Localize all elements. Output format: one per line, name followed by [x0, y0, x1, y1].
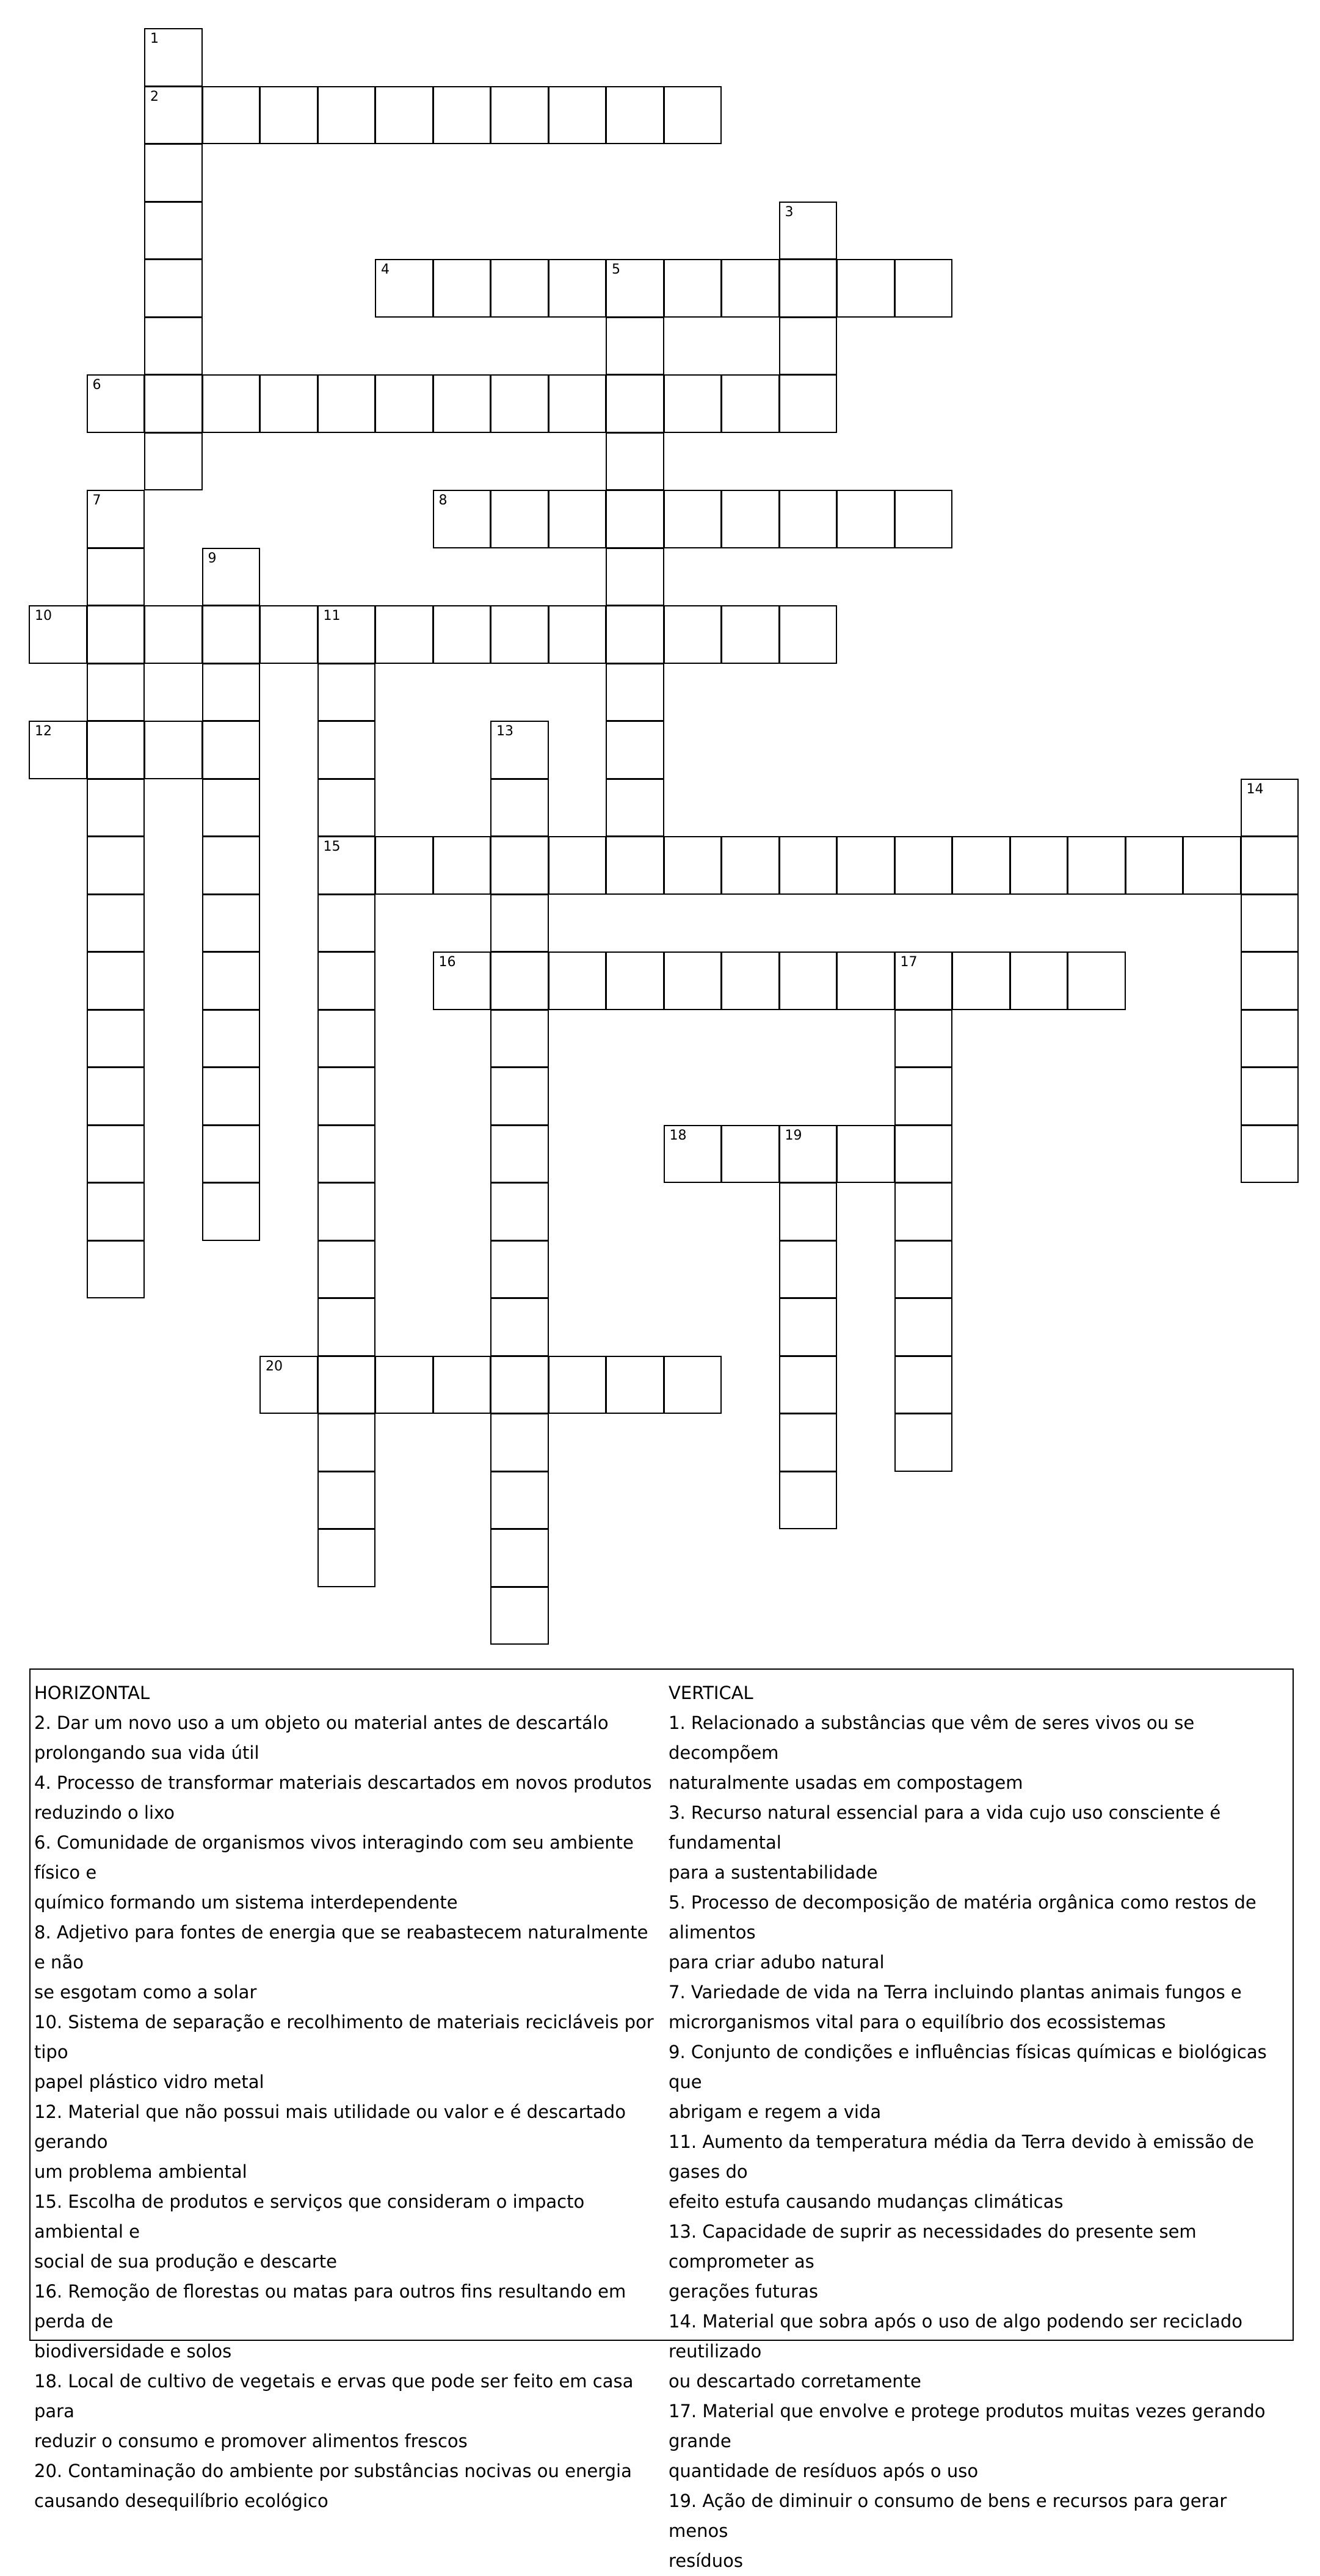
grid-cell[interactable] — [779, 1240, 838, 1299]
grid-cell[interactable] — [779, 1413, 838, 1472]
grid-cell[interactable] — [317, 721, 376, 779]
grid-cell[interactable] — [87, 836, 145, 895]
clue-number: 13 — [496, 724, 513, 739]
grid-cell[interactable] — [1183, 836, 1241, 895]
horizontal-heading: HORIZONTAL — [34, 1683, 150, 1703]
grid-cell[interactable] — [87, 663, 145, 722]
grid-cell[interactable] — [490, 1529, 549, 1587]
grid-cell[interactable] — [836, 951, 895, 1010]
clue-line: 18. Local de cultivo de vegetais e ervas que pode ser feito em casa para — [34, 2371, 634, 2421]
grid-cell[interactable] — [606, 490, 664, 548]
grid-cell[interactable] — [375, 836, 433, 895]
grid-cell[interactable] — [202, 1182, 261, 1241]
grid-cell[interactable] — [490, 1182, 549, 1241]
grid-cell[interactable] — [202, 1125, 261, 1184]
grid-cell[interactable] — [606, 951, 664, 1010]
horizontal-clues — [34, 1678, 663, 2516]
grid-cell[interactable] — [375, 374, 433, 433]
grid-cell[interactable] — [894, 1067, 953, 1126]
grid-cell[interactable] — [664, 605, 722, 664]
clue-line: químico formando um sistema interdependente — [34, 1892, 458, 1913]
clue-line: um problema ambiental — [34, 2161, 247, 2182]
grid-cell[interactable] — [29, 721, 87, 779]
grid-cell[interactable] — [664, 374, 722, 433]
grid-cell[interactable] — [490, 1240, 549, 1299]
clue-line: gerações futuras — [669, 2281, 818, 2302]
grid-cell[interactable] — [87, 1182, 145, 1241]
grid-cell[interactable] — [144, 202, 203, 260]
grid-cell[interactable] — [779, 490, 838, 548]
grid-cell[interactable] — [664, 836, 722, 895]
grid-cell[interactable] — [721, 951, 780, 1010]
grid-cell[interactable] — [202, 663, 261, 722]
grid-cell[interactable] — [202, 1010, 261, 1068]
clue-line: causando desequilíbrio ecológico — [34, 2490, 328, 2511]
clue-line: 12. Material que não possui mais utilidade ou valor e é descartado gerando — [34, 2101, 626, 2152]
grid-cell[interactable] — [202, 836, 261, 895]
grid-cell[interactable] — [836, 259, 895, 318]
grid-cell[interactable] — [317, 86, 376, 145]
grid-cell[interactable] — [779, 1182, 838, 1241]
clue-number: 19 — [785, 1127, 802, 1143]
clue-line: reduzir o consumo e promover alimentos frescos — [34, 2431, 468, 2451]
grid-cell[interactable] — [433, 86, 491, 145]
grid-cell[interactable] — [779, 374, 838, 433]
grid-cell[interactable] — [664, 1125, 722, 1184]
grid-cell[interactable] — [433, 1356, 491, 1414]
clue-number: 12 — [35, 724, 52, 739]
grid-cell[interactable] — [490, 1356, 549, 1414]
grid-cell[interactable] — [87, 605, 145, 664]
clue-line: resíduos — [669, 2550, 743, 2571]
clues-box — [29, 1668, 1294, 2571]
clue-line: biodiversidade e solos — [34, 2341, 232, 2362]
grid-cell[interactable] — [894, 836, 953, 895]
vertical-heading: VERTICAL — [669, 1683, 753, 1703]
grid-cell[interactable] — [490, 1471, 549, 1530]
grid-cell[interactable] — [606, 721, 664, 779]
grid-cell[interactable] — [144, 86, 203, 145]
grid-cell[interactable] — [1241, 836, 1299, 895]
grid-cell[interactable] — [606, 1356, 664, 1414]
grid-cell[interactable] — [606, 374, 664, 433]
horizontal-clue — [34, 2187, 663, 2277]
vertical-clues — [669, 1678, 1291, 2576]
grid-cell[interactable] — [1241, 779, 1299, 837]
clue-line: ou descartado corretamente — [669, 2371, 921, 2392]
clue-number: 14 — [1246, 781, 1264, 797]
clue-line: prolongando sua vida útil — [34, 1742, 259, 1763]
clue-line: 15. Escolha de produtos e serviços que consideram o impacto ambiental e — [34, 2191, 585, 2242]
grid-cell[interactable] — [317, 1471, 376, 1530]
grid-cell[interactable] — [144, 721, 203, 779]
grid-cell[interactable] — [1067, 836, 1126, 895]
grid-cell[interactable] — [317, 1240, 376, 1299]
grid-cell[interactable] — [317, 1067, 376, 1126]
clue-line: 14. Material que sobra após o uso de algo podendo ser reciclado reutilizado — [669, 2311, 1243, 2362]
clue-line: para criar adubo natural — [669, 1952, 885, 1973]
grid-cell[interactable] — [1067, 951, 1126, 1010]
grid-cell[interactable] — [1010, 836, 1068, 895]
grid-cell[interactable] — [433, 490, 491, 548]
grid-cell[interactable] — [548, 490, 607, 548]
grid-cell[interactable] — [144, 317, 203, 376]
grid-cell[interactable] — [433, 605, 491, 664]
grid-cell[interactable] — [490, 1587, 549, 1645]
grid-cell[interactable] — [144, 432, 203, 491]
grid-cell[interactable] — [202, 374, 261, 433]
grid-cell[interactable] — [87, 951, 145, 1010]
clue-line: 16. Remoção de florestas ou matas para outros fins resultando em perda de — [34, 2281, 626, 2332]
grid-cell[interactable] — [144, 259, 203, 318]
grid-cell[interactable] — [1010, 951, 1068, 1010]
grid-cell[interactable] — [1241, 951, 1299, 1010]
grid-cell[interactable] — [779, 1125, 838, 1184]
grid-cell[interactable] — [721, 605, 780, 664]
grid-cell[interactable] — [317, 1356, 376, 1414]
clue-line: 6. Comunidade de organismos vivos interagindo com seu ambiente físico e — [34, 1832, 634, 1883]
horizontal-clue — [34, 2367, 663, 2456]
grid-cell[interactable] — [375, 605, 433, 664]
grid-cell[interactable] — [87, 1125, 145, 1184]
grid-cell[interactable] — [490, 259, 549, 318]
grid-cell[interactable] — [952, 951, 1010, 1010]
grid-cell[interactable] — [144, 28, 203, 87]
grid-cell[interactable] — [721, 836, 780, 895]
grid-cell[interactable] — [317, 374, 376, 433]
grid-cell[interactable] — [490, 894, 549, 953]
clue-line: 5. Processo de decomposição de matéria orgânica como restos de alimentos — [669, 1892, 1257, 1943]
grid-cell[interactable] — [779, 951, 838, 1010]
clue-line: 2. Dar um novo uso a um objeto ou material antes de descartálo — [34, 1712, 609, 1733]
grid-cell[interactable] — [259, 374, 318, 433]
grid-cell[interactable] — [87, 1240, 145, 1299]
clue-number: 10 — [35, 608, 52, 624]
grid-cell[interactable] — [87, 894, 145, 953]
grid-cell[interactable] — [317, 1010, 376, 1068]
grid-cell[interactable] — [1241, 1067, 1299, 1126]
grid-cell[interactable] — [29, 605, 87, 664]
vertical-clue — [669, 1798, 1291, 1888]
grid-cell[interactable] — [375, 86, 433, 145]
clue-line: se esgotam como a solar — [34, 1982, 257, 2003]
grid-cell[interactable] — [606, 836, 664, 895]
grid-cell[interactable] — [202, 894, 261, 953]
clue-line: reduzindo o lixo — [34, 1802, 175, 1823]
grid-cell[interactable] — [202, 548, 261, 606]
grid-cell[interactable] — [490, 1067, 549, 1126]
grid-cell[interactable] — [375, 259, 433, 318]
grid-cell[interactable] — [721, 1125, 780, 1184]
grid-cell[interactable] — [317, 1182, 376, 1241]
clue-number: 3 — [785, 204, 794, 220]
grid-cell[interactable] — [548, 605, 607, 664]
grid-cell[interactable] — [1241, 1010, 1299, 1068]
grid-cell[interactable] — [606, 86, 664, 145]
vertical-clue — [669, 1888, 1291, 1977]
grid-cell[interactable] — [894, 1182, 953, 1241]
clue-line: 9. Conjunto de condições e influências físicas químicas e biológicas que — [669, 2042, 1267, 2092]
grid-cell[interactable] — [87, 1010, 145, 1068]
grid-cell[interactable] — [202, 86, 261, 145]
horizontal-clue — [34, 2097, 663, 2187]
grid-cell[interactable] — [779, 202, 838, 260]
grid-cell[interactable] — [606, 779, 664, 837]
grid-cell[interactable] — [317, 951, 376, 1010]
clue-number: 4 — [381, 262, 390, 277]
grid-cell[interactable] — [664, 86, 722, 145]
grid-cell[interactable] — [317, 779, 376, 837]
grid-cell[interactable] — [87, 548, 145, 606]
clue-line: microrganismos vital para o equilíbrio dos ecossistemas — [669, 2012, 1166, 2032]
grid-cell[interactable] — [87, 721, 145, 779]
clue-line: 4. Processo de transformar materiais descartados em novos produtos — [34, 1772, 652, 1793]
horizontal-clue — [34, 1918, 663, 2007]
grid-cell[interactable] — [317, 1413, 376, 1472]
clue-number: 5 — [612, 262, 620, 277]
grid-cell[interactable] — [490, 951, 549, 1010]
grid-cell[interactable] — [836, 1125, 895, 1184]
clue-number: 8 — [438, 493, 448, 508]
grid-cell[interactable] — [144, 144, 203, 202]
vertical-clue — [669, 2307, 1291, 2396]
grid-cell[interactable] — [433, 259, 491, 318]
grid-cell[interactable] — [894, 259, 953, 318]
clue-number: 15 — [323, 839, 341, 854]
clue-line: 8. Adjetivo para fontes de energia que se reabastecem naturalmente e não — [34, 1922, 648, 1973]
grid-cell[interactable] — [894, 1240, 953, 1299]
grid-cell[interactable] — [202, 779, 261, 837]
grid-cell[interactable] — [490, 1298, 549, 1356]
clue-line: naturalmente usadas em compostagem — [669, 1772, 1023, 1793]
clue-line: papel plástico vidro metal — [34, 2072, 264, 2092]
grid-cell[interactable] — [490, 1413, 549, 1472]
vertical-clue — [669, 2217, 1291, 2307]
vertical-clue — [669, 2486, 1291, 2576]
clue-line: social de sua produção e descarte — [34, 2251, 338, 2272]
grid-cell[interactable] — [317, 1125, 376, 1184]
clue-line: 17. Material que envolve e protege produtos muitas vezes gerando grande — [669, 2401, 1266, 2451]
horizontal-clue-list — [34, 1708, 663, 2516]
clue-line: 13. Capacidade de suprir as necessidades do presente sem comprometer as — [669, 2221, 1197, 2272]
grid-cell[interactable] — [606, 663, 664, 722]
grid-cell[interactable] — [87, 490, 145, 548]
clue-line: 10. Sistema de separação e recolhimento de materiais recicláveis por tipo — [34, 2012, 654, 2062]
grid-cell[interactable] — [548, 951, 607, 1010]
grid-cell[interactable] — [548, 1356, 607, 1414]
horizontal-clue — [34, 1768, 663, 1828]
vertical-clue — [669, 2037, 1291, 2127]
grid-cell[interactable] — [779, 1298, 838, 1356]
grid-cell[interactable] — [490, 1010, 549, 1068]
grid-cell[interactable] — [1241, 894, 1299, 953]
grid-cell[interactable] — [490, 86, 549, 145]
clue-line: abrigam e regem a vida — [669, 2101, 882, 2122]
grid-cell[interactable] — [894, 1010, 953, 1068]
vertical-clue — [669, 1977, 1291, 2037]
grid-cell[interactable] — [433, 374, 491, 433]
grid-cell[interactable] — [779, 1471, 838, 1530]
clue-number: 6 — [92, 377, 101, 393]
grid-cell[interactable] — [1125, 836, 1184, 895]
clue-line: efeito estufa causando mudanças climáticas — [669, 2191, 1064, 2212]
grid-cell[interactable] — [548, 836, 607, 895]
clue-number: 11 — [323, 608, 341, 624]
grid-cell[interactable] — [433, 951, 491, 1010]
grid-cell[interactable] — [779, 259, 838, 318]
grid-cell[interactable] — [664, 259, 722, 318]
horizontal-clue — [34, 1708, 663, 1768]
grid-cell[interactable] — [202, 951, 261, 1010]
grid-cell[interactable] — [317, 605, 376, 664]
grid-cell[interactable] — [606, 432, 664, 491]
clue-number: 7 — [92, 493, 101, 508]
grid-cell[interactable] — [202, 605, 261, 664]
grid-cell[interactable] — [490, 605, 549, 664]
grid-cell[interactable] — [317, 1298, 376, 1356]
grid-cell[interactable] — [259, 1356, 318, 1414]
grid-cell[interactable] — [317, 663, 376, 722]
grid-cell[interactable] — [317, 894, 376, 953]
horizontal-clue — [34, 2456, 663, 2516]
grid-cell[interactable] — [664, 490, 722, 548]
grid-cell[interactable] — [317, 836, 376, 895]
grid-cell[interactable] — [836, 836, 895, 895]
grid-cell[interactable] — [202, 1067, 261, 1126]
grid-cell[interactable] — [548, 86, 607, 145]
grid-cell[interactable] — [433, 836, 491, 895]
grid-cell[interactable] — [606, 605, 664, 664]
clue-number: 20 — [266, 1358, 283, 1374]
clue-number: 17 — [900, 955, 918, 970]
clue-line: 11. Aumento da temperatura média da Terra devido à emissão de gases do — [669, 2131, 1254, 2182]
grid-cell[interactable] — [779, 1356, 838, 1414]
grid-cell[interactable] — [894, 1356, 953, 1414]
grid-cell[interactable] — [548, 374, 607, 433]
grid-cell[interactable] — [894, 1413, 953, 1472]
grid-cell[interactable] — [721, 374, 780, 433]
clue-number: 9 — [208, 550, 217, 566]
clue-line: 7. Variedade de vida na Terra incluindo plantas animais fungos e — [669, 1982, 1242, 2003]
grid-cell[interactable] — [1241, 1125, 1299, 1184]
clue-line: 20. Contaminação do ambiente por substâncias nocivas ou energia — [34, 2461, 632, 2481]
grid-cell[interactable] — [548, 259, 607, 318]
grid-cell[interactable] — [894, 490, 953, 548]
horizontal-clue — [34, 2277, 663, 2367]
grid-cell[interactable] — [606, 317, 664, 376]
grid-cell[interactable] — [836, 490, 895, 548]
grid-cell[interactable] — [87, 374, 145, 433]
grid-cell[interactable] — [87, 779, 145, 837]
grid-cell[interactable] — [779, 317, 838, 376]
grid-cell[interactable] — [490, 721, 549, 779]
clue-number: 2 — [150, 89, 159, 104]
clue-line: 1. Relacionado a substâncias que vêm de seres vivos ou se decompõem — [669, 1712, 1195, 1763]
vertical-clue-list — [669, 1708, 1291, 2576]
grid-cell[interactable] — [490, 1125, 549, 1184]
grid-cell[interactable] — [779, 836, 838, 895]
horizontal-clue — [34, 2007, 663, 2097]
clue-number: 16 — [438, 955, 456, 970]
grid-cell[interactable] — [490, 490, 549, 548]
grid-cell[interactable] — [721, 259, 780, 318]
grid-cell[interactable] — [144, 374, 203, 433]
grid-cell[interactable] — [490, 836, 549, 895]
horizontal-clue — [34, 1828, 663, 1918]
grid-cell[interactable] — [606, 259, 664, 318]
clue-number: 18 — [669, 1127, 687, 1143]
grid-cell[interactable] — [259, 86, 318, 145]
grid-cell[interactable] — [952, 836, 1010, 895]
grid-cell[interactable] — [894, 1298, 953, 1356]
clue-line: 19. Ação de diminuir o consumo de bens e recursos para gerar menos — [669, 2490, 1227, 2541]
clue-line: para a sustentabilidade — [669, 1862, 878, 1883]
grid-cell[interactable] — [144, 605, 203, 664]
grid-cell[interactable] — [664, 951, 722, 1010]
clue-number: 1 — [150, 31, 159, 46]
grid-cell[interactable] — [259, 605, 318, 664]
grid-cell[interactable] — [317, 1529, 376, 1587]
grid-cell[interactable] — [606, 548, 664, 606]
grid-cell[interactable] — [664, 1356, 722, 1414]
vertical-clue — [669, 2396, 1291, 2486]
clue-line: 3. Recurso natural essencial para a vida cujo uso consciente é fundamental — [669, 1802, 1221, 1853]
grid-cell[interactable] — [87, 1067, 145, 1126]
grid-cell[interactable] — [779, 605, 838, 664]
vertical-clue — [669, 2127, 1291, 2217]
grid-cell[interactable] — [202, 721, 261, 779]
grid-cell[interactable] — [721, 490, 780, 548]
grid-cell[interactable] — [375, 1356, 433, 1414]
grid-cell[interactable] — [894, 1125, 953, 1184]
grid-cell[interactable] — [490, 779, 549, 837]
clue-line: quantidade de resíduos após o uso — [669, 2461, 979, 2481]
grid-cell[interactable] — [894, 951, 953, 1010]
grid-cell[interactable] — [490, 374, 549, 433]
vertical-clue — [669, 1708, 1291, 1798]
